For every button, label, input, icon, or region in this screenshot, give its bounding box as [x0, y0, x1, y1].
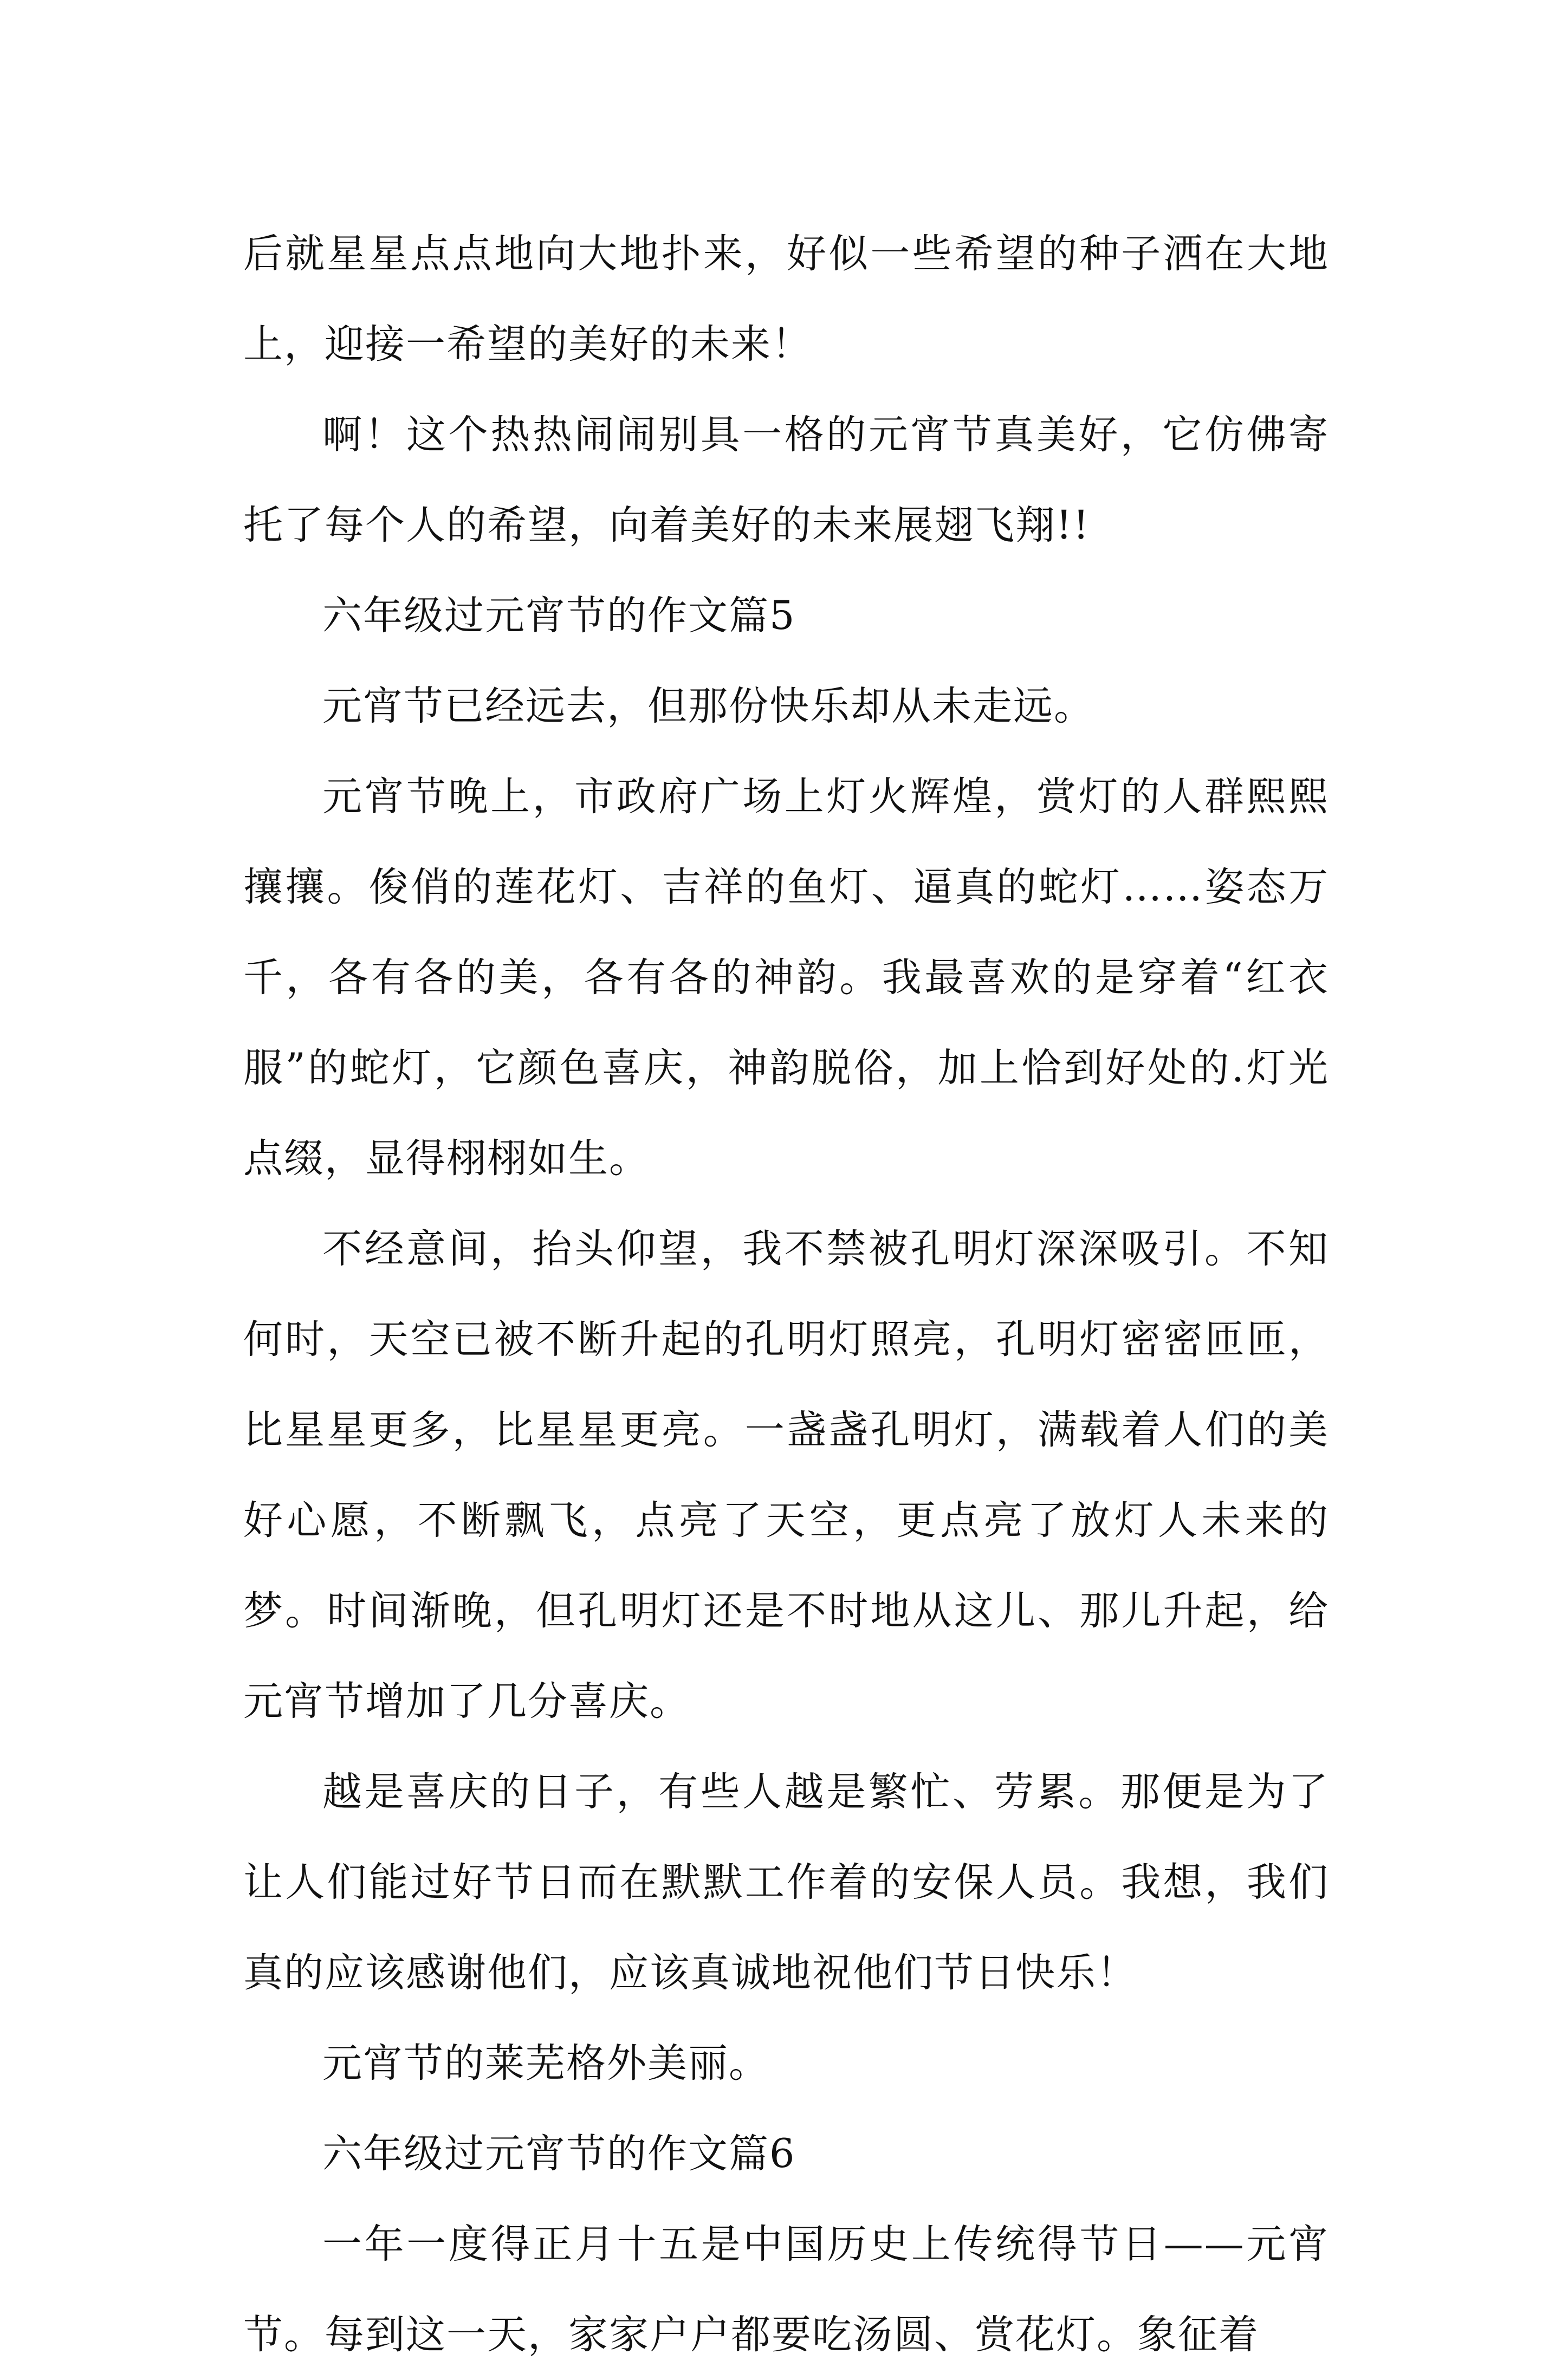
paragraph-4: 元宵节晚上，市政府广场上灯火辉煌，赏灯的人群熙熙攘攘。俊俏的莲花灯、吉祥的鱼灯、逼真的蛇灯……姿态万千，各有各的美，各有各的神韵。我最喜欢的是穿着“红衣服”的蛇灯，它颜色喜庆，神韵脱俗，加上恰到好处的.灯光点缀，显得栩栩如生。 — [243, 774, 1329, 1182]
section-heading-5: 六年级过元宵节的作文篇5 — [322, 593, 796, 639]
paragraph-6: 越是喜庆的日子，有些人越是繁忙、劳累。那便是为了让人们能过好节日而在默默工作着的安保人员。我想，我们真的应该感谢他们，应该真诚地祝他们节日快乐！ — [243, 1769, 1329, 1996]
paragraph-7: 元宵节的莱芜格外美丽。 — [322, 2040, 769, 2086]
paragraph-5: 不经意间，抬头仰望，我不禁被孔明灯深深吸引。不知何时，天空已被不断升起的孔明灯照亮，孔明灯密密匝匝，比星星更多，比星星更亮。一盏盏孔明灯，满载着人们的美好心愿，不断飘飞，点亮了天空，更点亮了放灯人未来的梦。时间渐晚，但孔明灯还是不时地从这儿、那儿升起，给元宵节增加了几分喜庆。 — [243, 1226, 1329, 1724]
paragraph-2: 啊！这个热热闹闹别具一格的元宵节真美好，它仿佛寄托了每个人的希望，向着美好的未来展翅飞翔!! — [243, 412, 1329, 548]
paragraph-1: 后就星星点点地向大地扑来，好似一些希望的种子洒在大地上，迎接一希望的美好的未来！ — [243, 231, 1329, 367]
paragraph-8: 一年一度得正月十五是中国历史上传统得节日——元宵节。每到这一天，家家户户都要吃汤圆、赏花灯。象征着 — [243, 2221, 1329, 2358]
document-body — [243, 209, 1329, 2380]
paragraph-3: 元宵节已经远去，但那份快乐却从未走远。 — [322, 683, 1094, 729]
section-heading-6: 六年级过元宵节的作文篇6 — [322, 2131, 796, 2177]
